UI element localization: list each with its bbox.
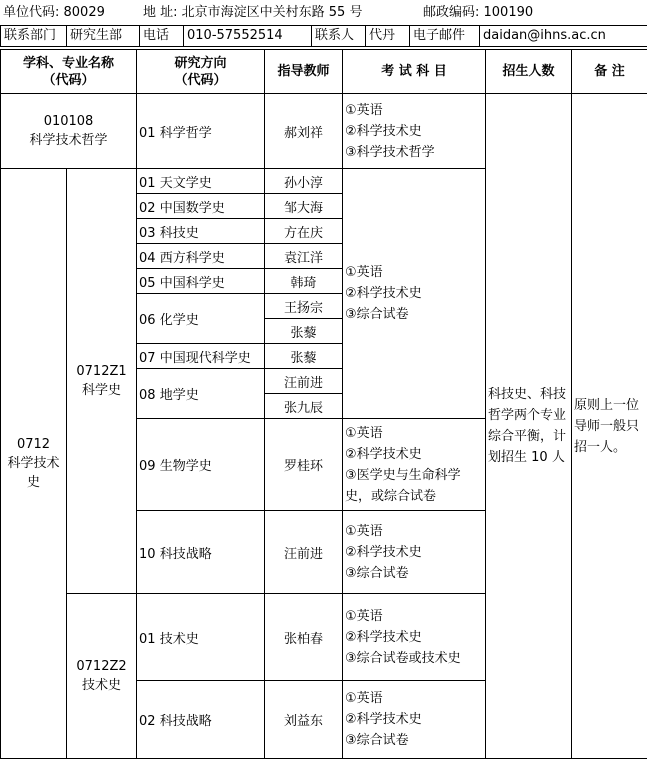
supervisor-cell: 汪前进 bbox=[265, 511, 343, 594]
direction-cell: 09 生物学史 bbox=[137, 419, 265, 511]
direction-cell: 01 天文学史 bbox=[137, 169, 265, 194]
major-technology-history: 0712Z2 技术史 bbox=[67, 594, 137, 759]
supervisor-cell: 张柏春 bbox=[265, 594, 343, 681]
col-enroll: 招生人数 bbox=[486, 50, 572, 94]
admission-table bbox=[0, 49, 647, 759]
supervisor-cell: 邹大海 bbox=[265, 194, 343, 219]
col-discipline: 学科、专业名称 （代码） bbox=[1, 50, 137, 94]
supervisor-cell: 刘益东 bbox=[265, 681, 343, 759]
direction-cell: 05 中国科学史 bbox=[137, 269, 265, 294]
supervisor-cell: 张九辰 bbox=[265, 394, 343, 419]
dept-value: 研究生部 bbox=[67, 26, 140, 47]
supervisor-cell: 孙小淳 bbox=[265, 169, 343, 194]
exam-cell: ①英语 ②科学技术史 ③综合试卷 bbox=[343, 511, 486, 594]
header-info-row bbox=[0, 3, 647, 23]
direction-cell: 02 科技战略 bbox=[137, 681, 265, 759]
email-label: 电子邮件 bbox=[410, 26, 480, 47]
contact-value: 代丹 bbox=[366, 26, 410, 47]
supervisor-cell: 汪前进 bbox=[265, 369, 343, 394]
direction-cell: 01 技术史 bbox=[137, 594, 265, 681]
discipline-history: 0712 科学技术史 bbox=[1, 169, 67, 759]
supervisor-cell: 方在庆 bbox=[265, 219, 343, 244]
dept-label: 联系部门 bbox=[1, 26, 67, 47]
enrollment-note: 科技史、科技哲学两个专业综合平衡，计划招生 10 人 bbox=[486, 94, 572, 759]
discipline-philosophy: 010108 科学技术哲学 bbox=[1, 94, 137, 169]
exam-cell: ①英语 ②科学技术史 ③综合试卷 bbox=[343, 169, 486, 419]
supervisor-cell: 罗桂环 bbox=[265, 419, 343, 511]
col-direction: 研究方向 （代码） bbox=[137, 50, 265, 94]
phone-value: 010-57552514 bbox=[184, 26, 312, 47]
col-exam: 考 试 科 目 bbox=[343, 50, 486, 94]
exam-cell: ①英语 ②科学技术史 ③综合试卷或技术史 bbox=[343, 594, 486, 681]
direction-cell: 01 科学哲学 bbox=[137, 94, 265, 169]
unit-code: 单位代码: 80029 bbox=[3, 5, 105, 20]
direction-cell: 10 科技战略 bbox=[137, 511, 265, 594]
supervisor-cell: 韩琦 bbox=[265, 269, 343, 294]
remark-note: 原则上一位导师一般只招一人。 bbox=[572, 94, 647, 759]
contact-label: 联系人 bbox=[312, 26, 366, 47]
direction-cell: 06 化学史 bbox=[137, 294, 265, 344]
address: 地 址: 北京市海淀区中关村东路 55 号 bbox=[143, 5, 363, 20]
supervisor-cell: 王扬宗 bbox=[265, 294, 343, 319]
exam-cell: ①英语 ②科学技术史 ③医学史与生命科学 史，或综合试卷 bbox=[343, 419, 486, 511]
direction-cell: 04 西方科学史 bbox=[137, 244, 265, 269]
major-science-history: 0712Z1 科学史 bbox=[67, 169, 137, 594]
exam-cell: ①英语 ②科学技术史 ③综合试卷 bbox=[343, 681, 486, 759]
exam-cell: ①英语 ②科学技术史 ③科学技术哲学 bbox=[343, 94, 486, 169]
table-header-row bbox=[1, 50, 647, 94]
supervisor-cell: 张藜 bbox=[265, 319, 343, 344]
supervisor-cell: 袁江洋 bbox=[265, 244, 343, 269]
supervisor-cell: 郝刘祥 bbox=[265, 94, 343, 169]
direction-cell: 07 中国现代科学史 bbox=[137, 344, 265, 369]
email-value: daidan@ihns.ac.cn bbox=[480, 26, 647, 47]
table-row bbox=[1, 94, 647, 169]
col-supervisor: 指导教师 bbox=[265, 50, 343, 94]
phone-label: 电话 bbox=[140, 26, 184, 47]
direction-cell: 02 中国数学史 bbox=[137, 194, 265, 219]
postcode: 邮政编码: 100190 bbox=[423, 5, 534, 20]
direction-cell: 03 科技史 bbox=[137, 219, 265, 244]
contact-row bbox=[0, 25, 647, 47]
supervisor-cell: 张藜 bbox=[265, 344, 343, 369]
col-remark: 备 注 bbox=[572, 50, 647, 94]
direction-cell: 08 地学史 bbox=[137, 369, 265, 419]
